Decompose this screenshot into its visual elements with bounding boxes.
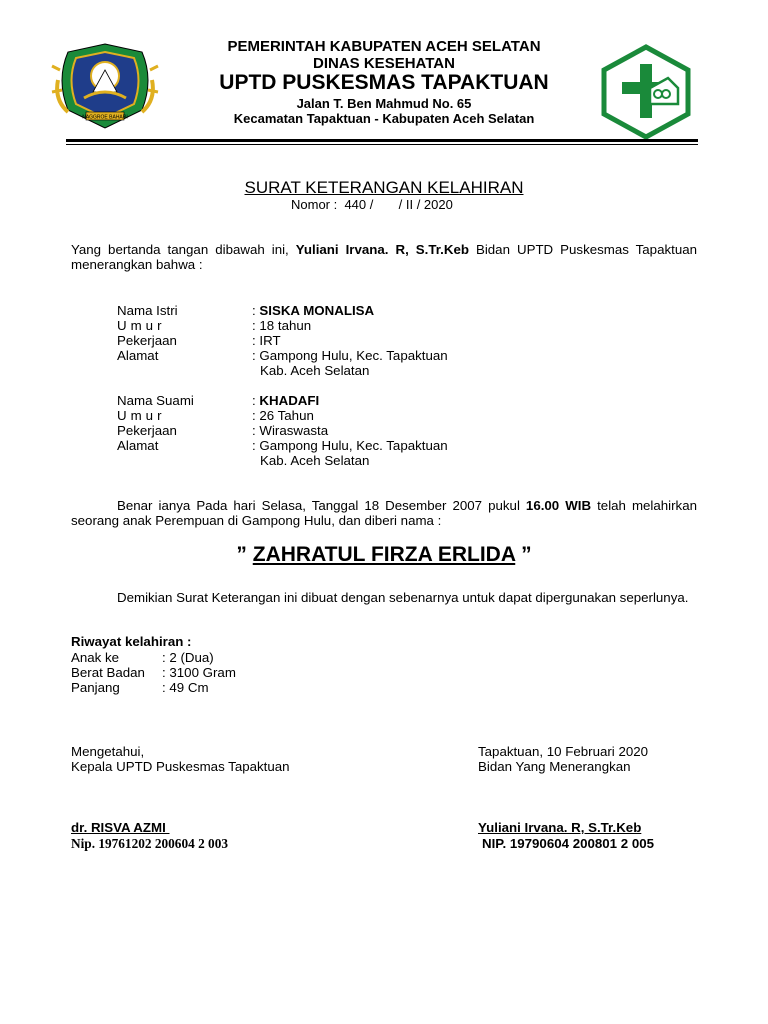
husband-address-value: : Gampong Hulu, Kec. Tapaktuan — [252, 438, 448, 453]
head-nip: Nip. 19761202 200604 2 003 — [71, 836, 228, 851]
birth-length-label: Panjang — [71, 680, 120, 695]
intro-text-b: Bidan UPTD Puskesmas Tapaktuan menerangkan bahwa : — [71, 242, 697, 272]
letter-title-text: SURAT KETERANGAN KELAHIRAN — [244, 178, 524, 197]
wife-address-line2: Kab. Aceh Selatan — [260, 363, 370, 378]
birth-length-value: : 49 Cm — [162, 680, 209, 695]
husband-address-line2: Kab. Aceh Selatan — [260, 453, 370, 468]
wife-name-value: : SISKA MONALISA — [252, 303, 375, 318]
husband-name-value: : KHADAFI — [252, 393, 320, 408]
svg-text:NAGGROE BAHARI: NAGGROE BAHARI — [82, 114, 128, 121]
child-name-quote-close: ” — [515, 543, 532, 566]
wife-job: IRT — [259, 333, 281, 348]
left-sign-caption: Mengetahui, — [71, 744, 145, 759]
intro-paragraph — [71, 242, 697, 272]
letter-number: Nomor : 440 / / II / 2020 — [291, 197, 453, 212]
left-sign-position: Kepala UPTD Puskesmas Tapaktuan — [71, 759, 290, 774]
husband-name-label: Nama Suami — [117, 393, 194, 408]
wife-address-value: : Gampong Hulu, Kec. Tapaktuan — [252, 348, 448, 363]
wife-age: 18 tahun — [259, 318, 312, 333]
birth-time: 16.00 WIB — [525, 498, 592, 513]
institution-district: Kecamatan Tapaktuan - Kabupaten Aceh Selatan — [233, 111, 535, 126]
wife-name-label: Nama Istri — [117, 303, 178, 318]
husband-age: 26 Tahun — [259, 408, 314, 423]
child-name: ZAHRATUL FIRZA ERLIDA — [252, 543, 516, 566]
intro-text-a: Yang bertanda tangan dibawah ini, — [71, 242, 296, 257]
puskesmas-logo-icon — [600, 44, 692, 140]
midwife-sign-name: Yuliani Irvana. R, S.Tr.Keb — [478, 820, 642, 835]
government-heading: PEMERINTAH KABUPATEN ACEH SELATAN — [227, 38, 541, 55]
wife-age-label: Umur — [117, 318, 166, 333]
closing-paragraph: Demikian Surat Keterangan ini dibuat dengan sebenarnya untuk dapat dipergunakan seperlunya. — [117, 590, 689, 605]
letterhead-divider-thin — [66, 144, 698, 145]
institution-heading: UPTD PUSKESMAS TAPAKTUAN — [219, 71, 549, 94]
department-heading: DINAS KESEHATAN — [313, 55, 455, 72]
head-name: dr. RISVA AZMI — [71, 820, 170, 835]
husband-age-label: Umur — [117, 408, 166, 423]
husband-address-line1: Gampong Hulu, Kec. Tapaktuan — [259, 438, 448, 453]
child-order-label: Anak ke — [71, 650, 120, 665]
birth-length-row — [71, 680, 209, 695]
husband-address-label: Alamat — [117, 438, 159, 453]
wife-job-value: : IRT — [252, 333, 281, 348]
birth-weight-label: Berat Badan — [71, 665, 145, 680]
child-name-quote-open: ” — [236, 543, 253, 566]
husband-job-label: Pekerjaan — [117, 423, 177, 438]
birth-statement — [71, 498, 697, 528]
child-order-value: : 2 (Dua) — [162, 650, 214, 665]
letterhead-divider — [66, 139, 698, 142]
sign-place-date: Tapaktuan, 10 Februari 2020 — [478, 744, 649, 759]
institution-address: Jalan T. Ben Mahmud No. 65 — [296, 96, 472, 111]
letter-title — [0, 178, 768, 198]
wife-address-label: Alamat — [117, 348, 159, 363]
husband-age-value: : 26 Tahun — [252, 408, 314, 423]
midwife-name: Yuliani Irvana. R, S.Tr.Keb — [295, 242, 469, 257]
birth-weight-value: : 3100 Gram — [162, 665, 236, 680]
midwife-nip: NIP. 19790604 200801 2 005 — [482, 836, 655, 851]
husband-job: Wiraswasta — [259, 423, 329, 438]
wife-name: SISKA MONALISA — [259, 303, 375, 318]
statement-text-b: telah melahirkan seorang anak Perempuan di Gampong Hulu, dan diberi nama : — [71, 498, 697, 528]
husband-job-value: : Wiraswasta — [252, 423, 329, 438]
child-name-heading — [0, 543, 768, 567]
husband-name: KHADAFI — [259, 393, 320, 408]
birth-history-title: Riwayat kelahiran : — [71, 634, 192, 649]
child-order-row — [71, 650, 214, 665]
wife-age-value: : 18 tahun — [252, 318, 312, 333]
wife-address-line1: Gampong Hulu, Kec. Tapaktuan — [259, 348, 448, 363]
right-sign-position: Bidan Yang Menerangkan — [478, 759, 631, 774]
birth-weight-row — [71, 665, 236, 680]
wife-job-label: Pekerjaan — [117, 333, 177, 348]
statement-text-a: Benar ianya Pada hari Selasa, Tanggal 18 Desember 2007 pukul — [117, 498, 526, 513]
